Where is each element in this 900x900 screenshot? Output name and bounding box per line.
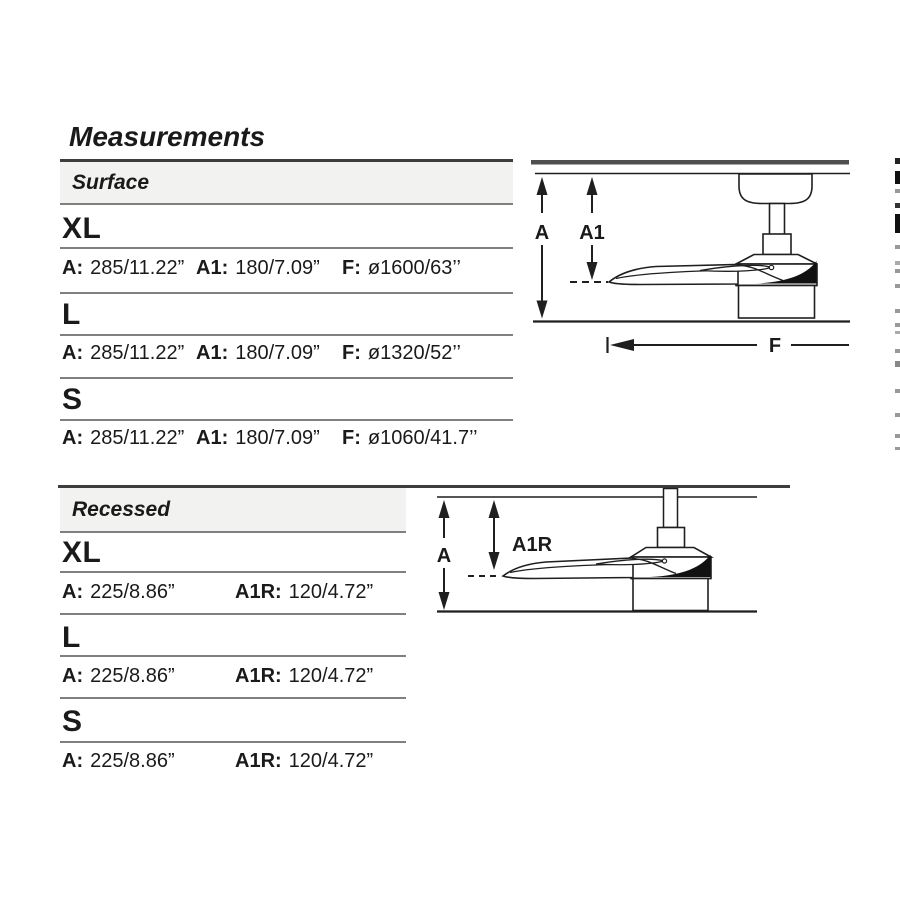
label-f: F [768,335,782,357]
label-a: A [534,222,550,244]
dimension-arrow-a-icon [437,500,451,610]
edge-artifact [895,349,900,353]
rule [60,655,406,657]
rule [60,697,406,699]
downrod [664,489,678,528]
ceiling-fan-side-view [609,174,817,318]
coupler [658,528,685,548]
rule [60,334,513,336]
surface-l-measurements [60,341,513,365]
dimension-arrow-a1r-icon [489,500,553,570]
measure-a1r: A1R: 120/4.72” [235,750,374,772]
motor-cap [736,255,817,265]
coupler [763,234,791,255]
surface-size-xl: XL [62,212,102,245]
label-a1r: A1R [512,534,553,556]
edge-artifact [895,245,900,249]
measure-f: F: ø1320/52’’ [342,342,461,364]
edge-artifact [895,447,900,450]
label-a1: A1 [579,222,605,244]
recessed-section-header [60,488,406,531]
recessed-mount-diagram [428,483,768,618]
recessed-size-xl: XL [62,536,102,569]
rule [60,741,406,743]
edge-artifact [895,413,900,417]
measure-a: A: 225/8.86” [62,750,175,772]
recessed-size-l: L [62,621,81,654]
recessed-s-measurements [60,749,406,773]
edge-artifact [895,189,900,193]
motor-cap [631,548,711,558]
ceiling-bar [531,160,849,165]
rule [60,531,406,533]
page-title: Measurements [69,121,266,152]
blade-bolt [769,265,773,269]
measure-f: F: ø1060/41.7’’ [342,427,478,449]
edge-artifact [895,261,900,265]
recessed-xl-measurements [60,580,406,604]
edge-artifact [895,331,900,334]
measure-a1r: A1R: 120/4.72” [235,581,374,603]
canopy [739,174,812,204]
edge-artifact [895,171,900,184]
measure-a: A: 225/8.86” [62,665,175,687]
measure-f: F: ø1600/63’’ [342,257,461,279]
dimension-arrow-a-icon [535,177,549,319]
surface-header-label: Surface [72,170,150,194]
edge-artifact [895,203,900,208]
rule [60,203,513,205]
rule [60,292,513,294]
measure-a: A: 285/11.22” [62,342,185,364]
rule [60,247,513,249]
measure-a1: A1: 180/7.09” [196,342,320,364]
measure-a: A: 285/11.22” [62,257,185,279]
edge-artifact [895,323,900,327]
edge-artifact [895,389,900,393]
edge-artifact [895,269,900,273]
label-a: A [436,545,452,567]
recessed-size-s: S [62,705,83,738]
edge-artifact [895,284,900,288]
motor-lower [739,286,815,319]
surface-mount-diagram [525,150,875,365]
recessed-l-measurements [60,664,406,688]
dimension-arrow-a1-icon [579,177,605,280]
edge-artifact [895,158,900,164]
rule [60,419,513,421]
surface-s-measurements [60,426,513,450]
edge-artifact [895,214,900,233]
measure-a: A: 225/8.86” [62,581,175,603]
surface-section-header [60,162,513,203]
measure-a1: A1: 180/7.09” [196,427,320,449]
measure-a: A: 285/11.22” [62,427,185,449]
measure-a1r: A1R: 120/4.72” [235,665,374,687]
edge-artifact [895,309,900,313]
surface-xl-measurements [60,256,513,280]
measure-a1: A1: 180/7.09” [196,257,320,279]
surface-size-s: S [62,383,83,416]
blade-bolt [662,559,666,563]
motor-lower [633,579,708,611]
right-edge-artifacts [895,0,900,900]
edge-artifact [895,434,900,438]
dimension-arrow-f-icon [608,335,850,357]
rule [60,613,406,615]
downrod [770,204,785,235]
rule [60,377,513,379]
edge-artifact [895,361,900,367]
recessed-header-label: Recessed [72,497,171,521]
surface-size-l: L [62,298,81,331]
rule [60,571,406,573]
